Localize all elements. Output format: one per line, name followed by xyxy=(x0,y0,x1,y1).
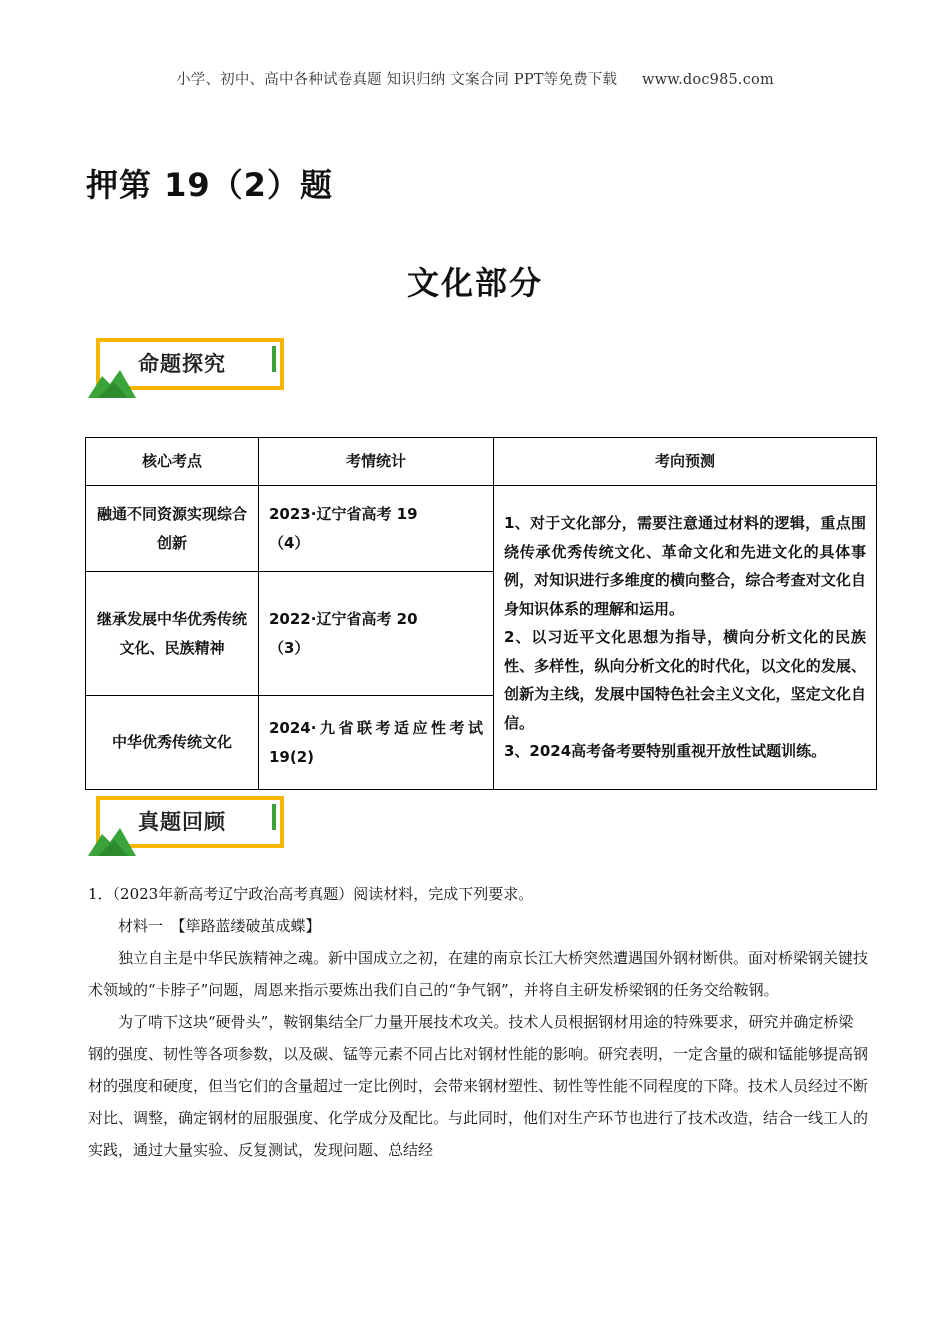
paragraph: 独立自主是中华民族精神之魂。新中国成立之初，在建的南京长江大桥突然遭遇国外钢材断供。面对桥梁钢关键技术领域的“卡脖子”问题，周恩来指示要炼出我们自己的“争气钢”，并将自主研发桥梁钢的任务交给鞍钢。 xyxy=(88,949,869,999)
stats-line: （3） xyxy=(269,638,310,657)
topic-cell: 继承发展中华优秀传统文化、民族精神 xyxy=(86,572,259,696)
col-header-stats: 考情统计 xyxy=(259,438,494,486)
badge-accent xyxy=(272,804,276,830)
section-title: 文化部分 xyxy=(406,264,543,302)
stats-line: （4） xyxy=(269,533,310,552)
topic-cell: 中华优秀传统文化 xyxy=(86,696,259,790)
stats-line: 2022·辽宁省高考 20 xyxy=(269,610,418,628)
badge-label: 真题回顾 xyxy=(138,810,226,834)
page-header xyxy=(0,68,950,89)
material-title: 材料一 【筚路蓝缕破茧成蝶】 xyxy=(118,917,321,935)
header-text: 小学、初中、高中各种试卷真题 知识归纳 文案合同 PPT等免费下载 xyxy=(176,72,618,88)
stats-line: 2023·辽宁省高考 19 xyxy=(269,505,418,523)
table-header-row xyxy=(86,438,877,486)
stats-line: 2024·九省联考适应性考试 19(2) xyxy=(269,719,483,766)
col-header-forecast: 考向预测 xyxy=(494,438,877,486)
stats-cell xyxy=(259,486,494,572)
col-header-topic: 核心考点 xyxy=(86,438,259,486)
explore-badge xyxy=(88,336,298,402)
forecast-item: 1、对于文化部分，需要注意通过材料的逻辑，重点围绕传承优秀传统文化、革命文化和先进文化的具体事例，对知识进行多维度的横向整合，综合考查对文化自身知识体系的理解和运用。 xyxy=(504,514,866,618)
paragraph: 为了啃下这块“硬骨头”，鞍钢集结全厂力量开展技术攻关。技术人员根据钢材用途的特殊要求，研究并确定桥梁钢的强度、韧性等各项参数，以及碳、锰等元素不同占比对钢材性能的影响。研究表明，一定含量的碳和锰能够提高钢材的强度和硬度，但当它们的含量超过一定比例时，会带来钢材塑性、韧性等性能不同程度的下降。技术人员经过不断对比、调整，确定钢材的屈服强度、化学成分及配比。与此同时，他们对生产环节也进行了技术改造，结合一线工人的实践，通过大量实验、反复测试，发现问题、总结经 xyxy=(88,1013,869,1159)
badge-accent xyxy=(272,346,276,372)
question-body xyxy=(88,878,868,1166)
stats-cell xyxy=(259,572,494,696)
topic-cell: 融通不同资源实现综合创新 xyxy=(86,486,259,572)
forecast-item: 3、2024高考备考要特别重视开放性试题训练。 xyxy=(504,742,827,761)
header-url[interactable]: www.doc985.com xyxy=(641,72,774,88)
exam-analysis-table xyxy=(85,437,877,790)
forecast-cell xyxy=(494,486,877,790)
table-row xyxy=(86,486,877,572)
review-badge xyxy=(88,794,298,860)
badge-label: 命题探究 xyxy=(138,352,226,376)
question-intro: 1．（2023年新高考辽宁政治高考真题）阅读材料，完成下列要求。 xyxy=(88,885,534,903)
stats-cell xyxy=(259,696,494,790)
page-title: 押第 19（2）题 xyxy=(86,166,333,204)
forecast-item: 2、以习近平文化思想为指导，横向分析文化的民族性、多样性，纵向分析文化的时代化，以文化的发展、创新为主线，发展中国特色社会主义文化，坚定文化自信。 xyxy=(504,628,866,732)
